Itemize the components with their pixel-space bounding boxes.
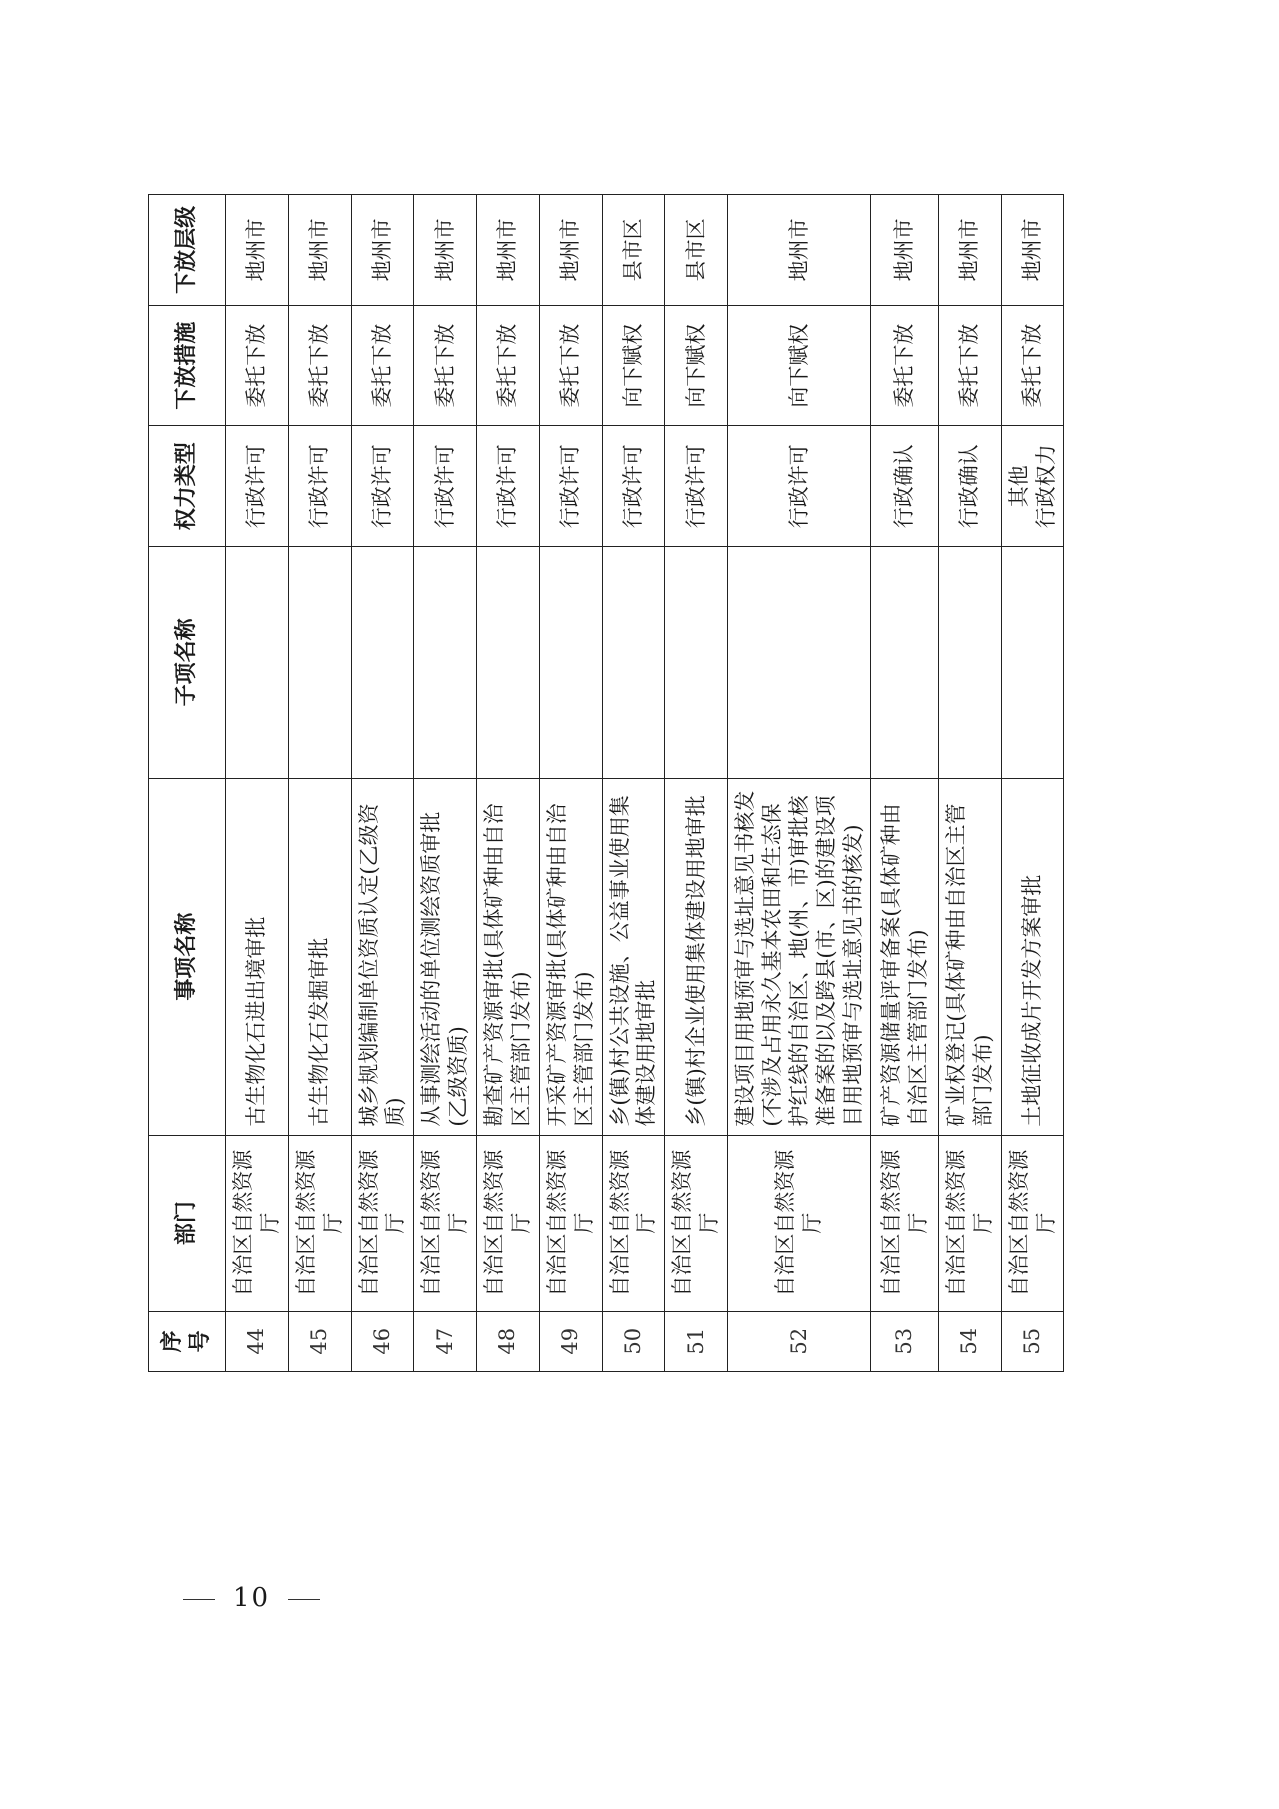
delegation-table (148, 194, 1064, 1372)
cell-dept: 自治区自然资源厅 (1001, 1135, 1064, 1311)
cell-type: 行政许可 (539, 426, 602, 547)
cell-level: 地州市 (414, 195, 477, 306)
cell-item: 乡(镇)村企业使用集体建设用地审批 (665, 778, 728, 1135)
cell-type: 行政确认 (938, 426, 1001, 547)
cell-measure: 向下赋权 (728, 305, 871, 426)
cell-item: 土地征收成片开发方案审批 (1001, 778, 1064, 1135)
table-row (871, 195, 939, 1372)
cell-level: 县市区 (665, 195, 728, 306)
cell-sub (288, 547, 351, 778)
table-row (351, 195, 414, 1372)
type-line-1: 其他 (1006, 465, 1031, 508)
cell-level: 地州市 (871, 195, 939, 306)
header-row (149, 195, 226, 1372)
dash-right (288, 1599, 320, 1600)
table-row (539, 195, 602, 1372)
cell-type (1001, 426, 1064, 547)
cell-sub (728, 547, 871, 778)
cell-item: 乡(镇)村公共设施、公益事业使用集体建设用地审批 (602, 778, 665, 1135)
header-level: 下放层级 (149, 195, 226, 306)
cell-type: 行政许可 (351, 426, 414, 547)
cell-dept: 自治区自然资源厅 (226, 1135, 289, 1311)
cell-measure: 委托下放 (414, 305, 477, 426)
header-dept: 部门 (149, 1135, 226, 1311)
table-row (728, 195, 871, 1372)
cell-seq: 55 (1001, 1311, 1064, 1371)
cell-sub (1001, 547, 1064, 778)
cell-level: 地州市 (728, 195, 871, 306)
cell-dept: 自治区自然资源厅 (728, 1135, 871, 1311)
rotated-table-container (148, 195, 1058, 1372)
cell-sub (938, 547, 1001, 778)
cell-level: 县市区 (602, 195, 665, 306)
header-seq: 序号 (149, 1311, 226, 1371)
cell-type: 行政许可 (602, 426, 665, 547)
header-item: 事项名称 (149, 778, 226, 1135)
cell-dept: 自治区自然资源厅 (665, 1135, 728, 1311)
cell-measure: 委托下放 (226, 305, 289, 426)
cell-sub (871, 547, 939, 778)
cell-level: 地州市 (938, 195, 1001, 306)
cell-item: 从事测绘活动的单位测绘资质审批(乙级资质) (414, 778, 477, 1135)
type-line-2: 行政权力 (1033, 444, 1058, 529)
cell-dept: 自治区自然资源厅 (539, 1135, 602, 1311)
table-row (226, 195, 289, 1372)
header-measure: 下放措施 (149, 305, 226, 426)
cell-sub (602, 547, 665, 778)
cell-seq: 46 (351, 1311, 414, 1371)
cell-item: 开采矿产资源审批(具体矿种由自治区主管部门发布) (539, 778, 602, 1135)
cell-level: 地州市 (477, 195, 540, 306)
cell-item: 勘查矿产资源审批(具体矿种由自治区主管部门发布) (477, 778, 540, 1135)
cell-seq: 54 (938, 1311, 1001, 1371)
dash-left (183, 1599, 215, 1600)
cell-dept: 自治区自然资源厅 (871, 1135, 939, 1311)
cell-seq: 47 (414, 1311, 477, 1371)
cell-sub (477, 547, 540, 778)
cell-measure: 向下赋权 (602, 305, 665, 426)
cell-measure: 委托下放 (539, 305, 602, 426)
cell-measure: 委托下放 (938, 305, 1001, 426)
cell-seq: 50 (602, 1311, 665, 1371)
cell-sub (351, 547, 414, 778)
cell-type: 行政许可 (477, 426, 540, 547)
cell-measure: 委托下放 (1001, 305, 1064, 426)
cell-level: 地州市 (351, 195, 414, 306)
cell-measure: 委托下放 (351, 305, 414, 426)
cell-type: 行政许可 (288, 426, 351, 547)
cell-item: 城乡规划编制单位资质认定(乙级资质) (351, 778, 414, 1135)
cell-dept: 自治区自然资源厅 (351, 1135, 414, 1311)
table-row (602, 195, 665, 1372)
table-row (477, 195, 540, 1372)
cell-type: 行政许可 (665, 426, 728, 547)
cell-item: 古生物化石发掘审批 (288, 778, 351, 1135)
page-number-text: 10 (233, 1583, 271, 1613)
cell-level: 地州市 (539, 195, 602, 306)
table-row (1001, 195, 1064, 1372)
cell-seq: 51 (665, 1311, 728, 1371)
cell-item: 建设项目用地预审与选址意见书核发(不涉及占用永久基本农田和生态保护红线的自治区、地(州、市)审批核准备案的以及跨县(市、区)的建设项目用地预审与选址意见书的核发) (728, 778, 871, 1135)
cell-seq: 48 (477, 1311, 540, 1371)
cell-type: 行政许可 (226, 426, 289, 547)
cell-item: 古生物化石进出境审批 (226, 778, 289, 1135)
cell-item: 矿产资源储量评审备案(具体矿种由自治区主管部门发布) (871, 778, 939, 1135)
cell-type: 行政许可 (728, 426, 871, 547)
cell-type: 行政许可 (414, 426, 477, 547)
header-type: 权力类型 (149, 426, 226, 547)
header-sub: 子项名称 (149, 547, 226, 778)
cell-sub (539, 547, 602, 778)
table-row (414, 195, 477, 1372)
cell-item: 矿业权登记(具体矿种由自治区主管部门发布) (938, 778, 1001, 1135)
cell-dept: 自治区自然资源厅 (602, 1135, 665, 1311)
cell-level: 地州市 (288, 195, 351, 306)
cell-measure: 向下赋权 (665, 305, 728, 426)
cell-seq: 53 (871, 1311, 939, 1371)
cell-type: 行政确认 (871, 426, 939, 547)
cell-dept: 自治区自然资源厅 (414, 1135, 477, 1311)
table-row (938, 195, 1001, 1372)
cell-sub (665, 547, 728, 778)
cell-seq: 49 (539, 1311, 602, 1371)
cell-level: 地州市 (1001, 195, 1064, 306)
cell-sub (414, 547, 477, 778)
cell-seq: 45 (288, 1311, 351, 1371)
table-row (288, 195, 351, 1372)
table-row (665, 195, 728, 1372)
cell-measure: 委托下放 (871, 305, 939, 426)
cell-seq: 52 (728, 1311, 871, 1371)
cell-sub (226, 547, 289, 778)
cell-level: 地州市 (226, 195, 289, 306)
cell-measure: 委托下放 (288, 305, 351, 426)
page-number (165, 1583, 338, 1613)
cell-dept: 自治区自然资源厅 (938, 1135, 1001, 1311)
cell-dept: 自治区自然资源厅 (477, 1135, 540, 1311)
cell-seq: 44 (226, 1311, 289, 1371)
cell-measure: 委托下放 (477, 305, 540, 426)
cell-dept: 自治区自然资源厅 (288, 1135, 351, 1311)
